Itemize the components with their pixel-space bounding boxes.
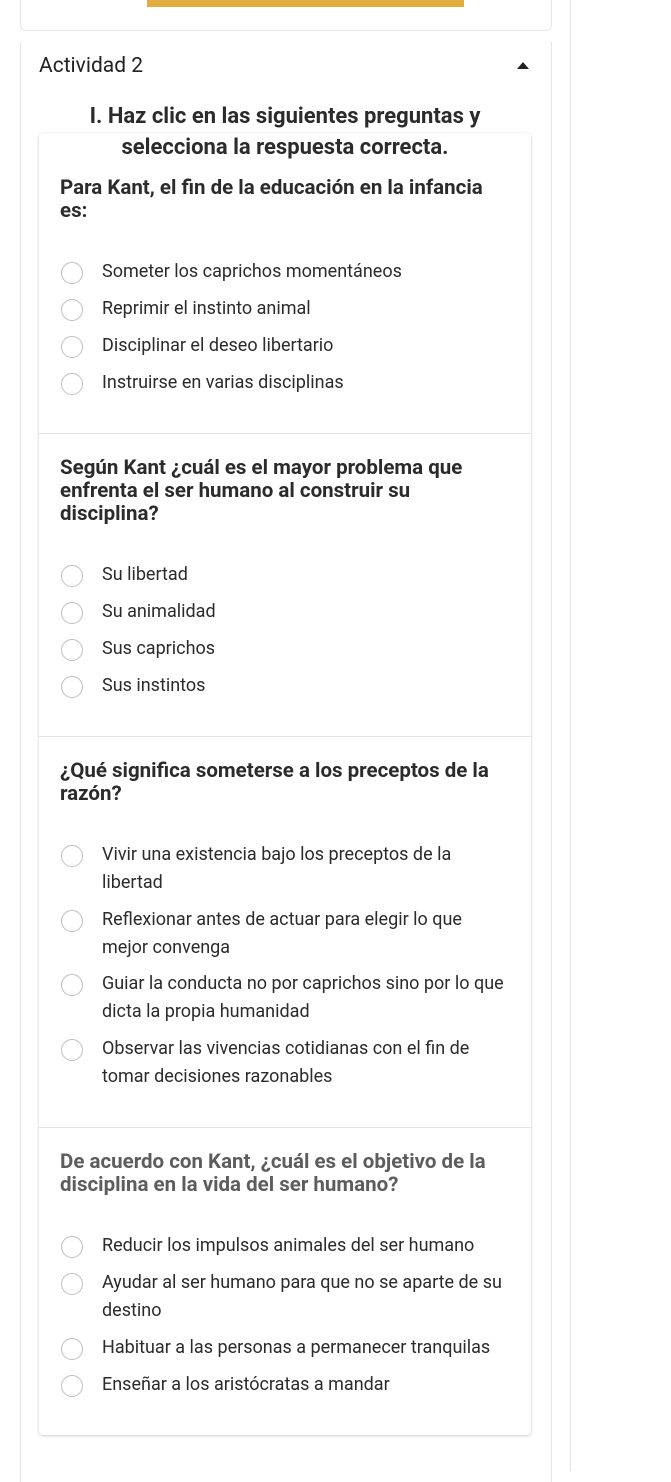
previous-section-card	[20, 0, 552, 31]
question-4-option-1[interactable]: Reducir los impulsos animales del ser humano	[102, 1235, 475, 1256]
radio-unchecked-icon[interactable]	[61, 602, 83, 624]
question-4-option-3[interactable]: Habituar a las personas a permanecer tranquilas	[102, 1337, 491, 1358]
question-4-text: De acuerdo con Kant, ¿cuál es el objetivo de la disciplina en la vida del ser humano?	[60, 1150, 486, 1197]
radio-unchecked-icon[interactable]	[61, 845, 83, 867]
question-1-text: Para Kant, el fin de la educación en la infancia es:	[60, 176, 483, 223]
radio-unchecked-icon[interactable]	[61, 373, 83, 395]
page-divider	[570, 0, 571, 1471]
radio-unchecked-icon[interactable]	[61, 565, 83, 587]
radio-unchecked-icon[interactable]	[61, 1273, 83, 1295]
question-3-option-2[interactable]: Reflexionar antes de actuar para elegir lo que mejor convenga	[102, 909, 462, 958]
question-3-option-1[interactable]: Vivir una existencia bajo los preceptos de la libertad	[102, 844, 452, 893]
radio-unchecked-icon[interactable]	[61, 1375, 83, 1397]
question-divider	[39, 1127, 531, 1128]
question-3-option-3[interactable]: Guiar la conducta no por caprichos sino por lo que dicta la propia humanidad	[102, 973, 504, 1022]
question-1-option-4[interactable]: Instruirse en varias disciplinas	[102, 372, 344, 393]
question-1-option-1[interactable]: Someter los caprichos momentáneos	[102, 261, 402, 282]
question-4-option-2[interactable]: Ayudar al ser humano para que no se aparte de su destino	[102, 1272, 502, 1321]
question-3-text: ¿Qué significa someterse a los preceptos de la razón?	[60, 759, 489, 806]
question-2-text: Según Kant ¿cuál es el mayor problema que enfrenta el ser humano al construir su disciplina?	[60, 456, 463, 526]
radio-unchecked-icon[interactable]	[61, 336, 83, 358]
activity-title: Actividad 2	[39, 54, 144, 78]
question-2-option-1[interactable]: Su libertad	[102, 564, 188, 585]
radio-unchecked-icon[interactable]	[61, 676, 83, 698]
question-2-option-4[interactable]: Sus instintos	[102, 675, 206, 696]
question-divider	[39, 433, 531, 434]
radio-unchecked-icon[interactable]	[61, 639, 83, 661]
question-divider	[39, 736, 531, 737]
radio-unchecked-icon[interactable]	[61, 299, 83, 321]
radio-unchecked-icon[interactable]	[61, 974, 83, 996]
radio-unchecked-icon[interactable]	[61, 1039, 83, 1061]
question-1-option-3[interactable]: Disciplinar el deseo libertario	[102, 335, 334, 356]
question-2-option-3[interactable]: Sus caprichos	[102, 638, 216, 659]
radio-unchecked-icon[interactable]	[61, 1338, 83, 1360]
radio-unchecked-icon[interactable]	[61, 262, 83, 284]
caret-up-icon	[517, 62, 529, 69]
radio-unchecked-icon[interactable]	[61, 910, 83, 932]
radio-unchecked-icon[interactable]	[61, 1236, 83, 1258]
collapse-button[interactable]	[508, 56, 538, 76]
question-2-option-2[interactable]: Su animalidad	[102, 601, 216, 622]
question-3-option-4[interactable]: Observar las vivencias cotidianas con el fin de tomar decisiones razonables	[102, 1038, 470, 1087]
question-1-option-2[interactable]: Reprimir el instinto animal	[102, 298, 311, 319]
accent-bar	[147, 0, 464, 7]
instruction-text: I. Haz clic en las siguientes preguntas y selecciona la respuesta correcta.	[89, 104, 481, 160]
question-4-option-4[interactable]: Enseñar a los aristócratas a mandar	[102, 1374, 390, 1395]
